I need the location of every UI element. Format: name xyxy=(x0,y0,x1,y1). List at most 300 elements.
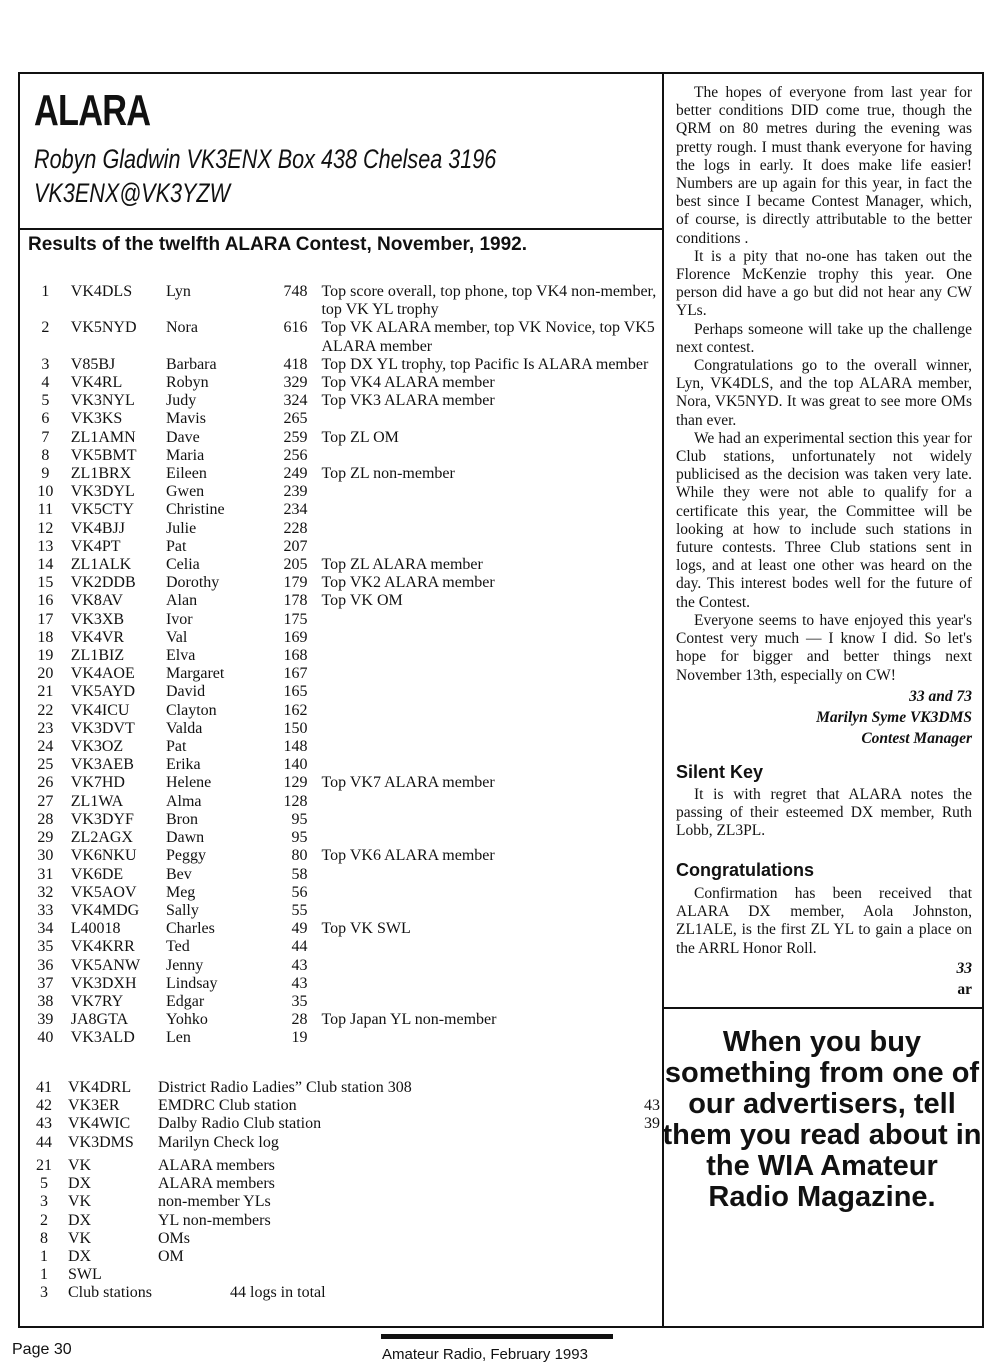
end-mark xyxy=(957,958,973,1000)
rank-cell: 2 xyxy=(41,319,50,337)
score-cell: 169 xyxy=(283,628,308,646)
report-paragraph: Congratulations go to the overall winner, Lyn, VK4DLS, and the top ALARA member, Nora, VK5NYD. It was great to see more OMs than ever. xyxy=(676,357,972,429)
table-row xyxy=(20,738,660,756)
rank-cell: 26 xyxy=(37,774,54,792)
rank-cell: 15 xyxy=(37,574,54,592)
group-cell: SWL xyxy=(68,1266,102,1284)
note-cell xyxy=(321,811,660,829)
callsign-cell: VK4DRL xyxy=(68,1079,132,1096)
note-cell: Top VK4 ALARA member xyxy=(321,374,495,392)
description-cell: District Radio Ladies” Club station 308 xyxy=(158,1079,412,1096)
name-cell: Nora xyxy=(165,319,198,337)
table-row xyxy=(20,1134,660,1152)
results-box xyxy=(18,228,664,1328)
callsign-cell: JA8GTA xyxy=(70,1011,129,1029)
count-cell: 2 xyxy=(40,1211,48,1229)
note-cell: Top VK ALARA member, top VK Novice, top VK5 ALARA member xyxy=(321,319,655,355)
silent-key-heading: Silent Key xyxy=(676,762,764,782)
score-cell: 207 xyxy=(283,537,308,555)
score-cell: 329 xyxy=(283,374,308,392)
score-cell: 167 xyxy=(283,665,308,683)
description-cell: Marilyn Check log xyxy=(158,1133,279,1151)
label-cell: ALARA members xyxy=(158,1157,275,1174)
callsign-cell: VK3ALD xyxy=(70,1029,135,1047)
callsign-cell: VK4MDG xyxy=(70,901,140,919)
callsign-cell: VK5CTY xyxy=(70,501,134,519)
name-cell: Dawn xyxy=(165,829,205,847)
score-cell: 43 xyxy=(291,974,308,992)
rank-cell: 32 xyxy=(37,883,54,901)
name-cell: Val xyxy=(165,628,188,646)
callsign-cell: VK6NKU xyxy=(70,847,137,865)
note-cell xyxy=(321,702,660,720)
name-cell: Erika xyxy=(165,756,201,774)
description-cell: Dalby Radio Club station xyxy=(158,1115,322,1133)
callsign-cell: L40018 xyxy=(70,920,121,938)
score-cell: 178 xyxy=(283,592,308,610)
callsign-cell: VK6DE xyxy=(70,865,124,883)
summary-row xyxy=(20,1284,660,1302)
note-cell xyxy=(321,938,660,956)
callsign-cell: ZL1AMN xyxy=(70,428,136,446)
table-row xyxy=(20,957,660,975)
table-row xyxy=(20,520,660,538)
name-cell: Clayton xyxy=(165,701,217,719)
rank-cell: 19 xyxy=(37,647,54,665)
callsign-cell: VK4PT xyxy=(70,537,121,555)
summary-row xyxy=(20,1266,660,1284)
contact-email: VK3ENX@VK3YZW xyxy=(34,178,230,208)
name-cell: Eileen xyxy=(165,465,207,483)
score-cell: 28 xyxy=(291,1011,308,1029)
table-row xyxy=(20,793,660,811)
rank-cell: 38 xyxy=(37,992,54,1010)
name-cell: Lindsay xyxy=(165,974,218,992)
report-paragraph: Perhaps someone will take up the challenge next contest. xyxy=(676,320,972,356)
name-cell: Pat xyxy=(165,537,187,555)
table-row xyxy=(20,392,660,410)
table-row xyxy=(20,774,660,792)
silent-key-text xyxy=(676,786,972,841)
table-row xyxy=(20,1029,660,1047)
note-cell xyxy=(321,538,660,556)
callsign-cell: VK7HD xyxy=(70,774,125,792)
rank-cell: 20 xyxy=(37,665,54,683)
rank-cell: 13 xyxy=(37,537,54,555)
callsign-cell: VK4VR xyxy=(70,628,125,646)
name-cell: Celia xyxy=(165,556,200,574)
report-paragraph: The hopes of everyone from last year for better conditions DID come true, though the QRM on 80 metres during the evening was pretty rough. I must thank everyone for having the logs in early. It does make life easier! Numbers are up again for this year, in fact the best since I became Contest Manager, which, of course, is directly attributable to the better conditions . xyxy=(676,84,972,247)
note-cell: Top Japan YL non-member xyxy=(321,1011,497,1029)
score-cell: 148 xyxy=(283,738,308,756)
rank-cell: 14 xyxy=(37,556,54,574)
note-cell xyxy=(321,665,660,683)
score-cell: 205 xyxy=(283,556,308,574)
name-cell: Alma xyxy=(165,792,202,810)
group-cell: VK xyxy=(68,1229,92,1247)
sign-line-2: Marilyn Syme VK3DMS xyxy=(816,709,972,726)
table-row xyxy=(20,429,660,447)
name-cell: Robyn xyxy=(165,374,209,392)
name-cell: Bron xyxy=(165,810,198,828)
table-row xyxy=(20,702,660,720)
note-cell: Top VK6 ALARA member xyxy=(321,847,495,865)
table-row xyxy=(20,665,660,683)
rank-cell: 39 xyxy=(37,1011,54,1029)
rank-cell: 7 xyxy=(41,428,50,446)
end-line-2: ar xyxy=(957,981,972,998)
summary-row xyxy=(20,1212,660,1230)
callsign-cell: VK3AEB xyxy=(70,756,134,774)
rank-cell: 4 xyxy=(41,374,50,392)
name-cell: Dave xyxy=(165,428,200,446)
score-cell: 39 xyxy=(644,1115,660,1133)
note-cell: Top DX YL trophy, top Pacific Is ALARA member xyxy=(321,355,649,373)
table-row xyxy=(20,356,660,374)
score-cell: 179 xyxy=(283,574,308,592)
score-cell xyxy=(620,1079,660,1097)
callsign-cell: VK4DLS xyxy=(70,283,133,300)
score-cell: 616 xyxy=(283,319,308,337)
callsign-cell: VK4BJJ xyxy=(70,519,125,537)
rank-cell: 6 xyxy=(41,410,50,428)
rank-cell: 42 xyxy=(36,1097,52,1115)
note-cell xyxy=(321,1029,660,1047)
note-cell xyxy=(321,756,660,774)
callsign-cell: VK5BMT xyxy=(70,446,137,464)
table-row xyxy=(20,319,660,355)
callsign-cell: VK4ICU xyxy=(70,701,130,719)
label-cell xyxy=(158,1266,660,1284)
rank-cell: 34 xyxy=(37,920,54,938)
callsign-cell: VK3DYF xyxy=(70,810,134,828)
score-cell: 129 xyxy=(283,774,308,792)
rank-cell: 28 xyxy=(37,810,54,828)
advertiser-box xyxy=(662,1007,984,1328)
table-row xyxy=(20,611,660,629)
rank-cell: 35 xyxy=(37,938,54,956)
name-cell: Meg xyxy=(165,883,196,901)
note-cell xyxy=(321,629,660,647)
table-row xyxy=(20,410,660,428)
name-cell: Christine xyxy=(165,501,225,519)
report-paragraph: It is a pity that no-one has taken out the Florence McKenzie trophy this year. One person did have a go but did not hear any CW YLs. xyxy=(676,247,972,320)
note-cell xyxy=(321,483,660,501)
congrats-paragraph: Confirmation has been received that ALARA DX member, Aola Johnston, ZL1ALE, is the first ZL YL to gain a place on the ARRL Honor Roll. xyxy=(676,885,972,957)
name-cell: Gwen xyxy=(165,483,205,501)
name-cell: Julie xyxy=(165,519,197,537)
table-row xyxy=(20,447,660,465)
score-cell: 324 xyxy=(283,392,308,410)
table-row xyxy=(20,811,660,829)
rank-cell: 40 xyxy=(37,1029,54,1047)
label-cell: OM xyxy=(158,1248,184,1266)
name-cell: Judy xyxy=(165,392,197,410)
name-cell: Barbara xyxy=(165,355,217,373)
callsign-cell: VK3NYL xyxy=(70,392,135,410)
callsign-cell: VK3KS xyxy=(70,410,123,428)
count-cell: 3 xyxy=(40,1284,48,1302)
table-row xyxy=(20,374,660,392)
count-cell: 8 xyxy=(40,1229,48,1247)
page-number: Page 30 xyxy=(12,1341,72,1358)
rank-cell: 1 xyxy=(41,283,50,300)
table-row xyxy=(20,647,660,665)
name-cell: Sally xyxy=(165,901,199,919)
callsign-cell: VK5ANW xyxy=(70,956,141,974)
score-cell: 418 xyxy=(283,355,308,373)
score-cell: 249 xyxy=(283,465,308,483)
score-cell: 35 xyxy=(291,992,308,1010)
summary-row xyxy=(20,1175,660,1193)
note-cell xyxy=(321,647,660,665)
score-cell: 175 xyxy=(283,610,308,628)
report-paragraph: We had an experimental section this year for Club stations, unfortunately not widely publicised as the decision was taken very late. While they were not able to qualify for a certificate this year, the Committee will be looking at how to include such stations in future contests. Three Club stations sent in logs, and at least one other was heard on the day. This interest bodes well for the future of the Contest. xyxy=(676,429,972,611)
callsign-cell: VK4KRR xyxy=(70,938,135,956)
label-cell: 44 logs in total xyxy=(230,1284,326,1302)
signature-block xyxy=(816,686,972,749)
rank-cell: 23 xyxy=(37,719,54,737)
note-cell xyxy=(321,611,660,629)
summary-row xyxy=(20,1157,660,1175)
report-paragraph: Everyone seems to have enjoyed this year's Contest very much — I know I did. So let's hope for bigger and better things next November 13th, especially on CW! xyxy=(676,611,972,684)
callsign-cell: VK4AOE xyxy=(70,665,135,683)
summary-table xyxy=(20,1157,660,1303)
callsign-cell: VK7RY xyxy=(70,992,124,1010)
rank-cell: 37 xyxy=(37,974,54,992)
rank-cell: 36 xyxy=(37,956,54,974)
score-cell: 140 xyxy=(283,756,308,774)
score-cell: 49 xyxy=(291,920,308,938)
note-cell: Top VK SWL xyxy=(321,920,411,938)
callsign-cell: VK8AV xyxy=(70,592,123,610)
callsign-cell: VK3DXH xyxy=(70,974,137,992)
table-row xyxy=(20,975,660,993)
page-title: ALARA xyxy=(34,86,151,135)
group-cell: VK xyxy=(68,1193,92,1211)
name-cell: Mavis xyxy=(165,410,206,428)
group-cell: Club stations xyxy=(68,1284,153,1302)
table-row xyxy=(20,556,660,574)
rank-cell: 30 xyxy=(37,847,54,865)
table-row xyxy=(20,1097,660,1115)
end-line-1: 33 xyxy=(956,960,972,977)
rank-cell: 44 xyxy=(36,1133,52,1151)
name-cell: Maria xyxy=(165,446,205,464)
name-cell: Edgar xyxy=(165,992,205,1010)
note-cell xyxy=(321,957,660,975)
rank-cell: 25 xyxy=(37,756,54,774)
results-table xyxy=(20,283,660,1048)
footer-rule xyxy=(381,1334,613,1339)
callsign-cell: VK3DYL xyxy=(70,483,135,501)
score-cell: 168 xyxy=(283,647,308,665)
table-row xyxy=(20,902,660,920)
callsign-cell: VK3ER xyxy=(68,1097,120,1115)
sign-line-1: 33 and 73 xyxy=(909,688,972,705)
callsign-cell: VK4WIC xyxy=(68,1115,131,1133)
callsign-cell: V85BJ xyxy=(70,355,116,373)
note-cell xyxy=(321,520,660,538)
count-cell: 1 xyxy=(40,1266,48,1284)
group-cell: DX xyxy=(68,1175,92,1193)
rank-cell: 8 xyxy=(41,446,50,464)
note-cell xyxy=(321,884,660,902)
note-cell xyxy=(321,793,660,811)
rank-cell: 43 xyxy=(36,1115,52,1133)
table-row xyxy=(20,1115,660,1133)
name-cell: Pat xyxy=(165,738,187,756)
callsign-cell: VK2DDB xyxy=(70,574,136,592)
congrats-text xyxy=(676,885,972,958)
note-cell xyxy=(321,447,660,465)
note-cell xyxy=(321,902,660,920)
group-cell: DX xyxy=(68,1211,92,1229)
name-cell: Lyn xyxy=(165,283,191,300)
table-row xyxy=(20,1011,660,1029)
header-box xyxy=(18,72,664,229)
rank-cell: 18 xyxy=(37,628,54,646)
score-cell: 80 xyxy=(291,847,308,865)
group-cell: VK xyxy=(68,1157,92,1174)
callsign-cell: ZL2AGX xyxy=(70,829,133,847)
club-table xyxy=(20,1079,660,1152)
name-cell: Ivor xyxy=(165,610,193,628)
name-cell: Peggy xyxy=(165,847,206,865)
name-cell: Margaret xyxy=(165,665,225,683)
note-cell: Top VK7 ALARA member xyxy=(321,774,495,792)
contact-line: Robyn Gladwin VK3ENX Box 438 Chelsea 3196 xyxy=(34,144,497,174)
note-cell xyxy=(321,683,660,701)
sign-line-3: Contest Manager xyxy=(861,730,972,747)
name-cell: Jenny xyxy=(165,956,204,974)
table-row xyxy=(20,283,660,319)
callsign-cell: VK5AOV xyxy=(70,883,137,901)
note-cell xyxy=(321,738,660,756)
rank-cell: 10 xyxy=(37,483,54,501)
count-cell: 3 xyxy=(40,1193,48,1211)
label-cell: ALARA members xyxy=(158,1175,275,1193)
count-cell: 21 xyxy=(36,1157,52,1174)
score-cell: 228 xyxy=(283,519,308,537)
table-row xyxy=(20,483,660,501)
table-row xyxy=(20,538,660,556)
table-row xyxy=(20,920,660,938)
table-row xyxy=(20,884,660,902)
rank-cell: 31 xyxy=(37,865,54,883)
score-cell: 43 xyxy=(291,956,308,974)
callsign-cell: ZL1BIZ xyxy=(70,647,125,665)
label-cell: OMs xyxy=(158,1229,191,1247)
rank-cell: 17 xyxy=(37,610,54,628)
table-row xyxy=(20,847,660,865)
rank-cell: 29 xyxy=(37,829,54,847)
rank-cell: 33 xyxy=(37,901,54,919)
congrats-heading: Congratulations xyxy=(676,860,814,880)
note-cell: Top ZL OM xyxy=(321,428,399,446)
name-cell: Valda xyxy=(165,719,203,737)
rank-cell: 22 xyxy=(37,701,54,719)
score-cell: 256 xyxy=(283,446,308,464)
callsign-cell: VK5NYD xyxy=(70,319,137,337)
rank-cell: 9 xyxy=(41,465,50,483)
score-cell: 58 xyxy=(291,865,308,883)
description-cell: EMDRC Club station xyxy=(158,1097,297,1115)
note-cell: Top VK2 ALARA member xyxy=(321,574,495,592)
rank-cell: 21 xyxy=(37,683,54,701)
rank-cell: 27 xyxy=(37,792,54,810)
rank-cell: 41 xyxy=(36,1079,52,1096)
summary-row xyxy=(20,1193,660,1211)
score-cell: 239 xyxy=(283,483,308,501)
callsign-cell: ZL1ALK xyxy=(70,556,132,574)
name-cell: Elva xyxy=(165,647,196,665)
score-cell: 259 xyxy=(283,428,308,446)
score-cell: 95 xyxy=(291,829,308,847)
score-cell: 95 xyxy=(291,810,308,828)
table-row xyxy=(20,866,660,884)
table-row xyxy=(20,574,660,592)
score-cell: 43 xyxy=(644,1097,660,1115)
callsign-cell: VK5AYD xyxy=(70,683,136,701)
rank-cell: 24 xyxy=(37,738,54,756)
results-title: Results of the twelfth ALARA Contest, November, 1992. xyxy=(28,234,528,255)
contest-report xyxy=(676,84,972,685)
callsign-cell: ZL1BRX xyxy=(70,465,132,483)
score-cell: 748 xyxy=(283,283,308,300)
note-cell xyxy=(321,975,660,993)
score-cell: 265 xyxy=(283,410,308,428)
rank-cell: 11 xyxy=(37,501,54,519)
score-cell: 165 xyxy=(283,683,308,701)
table-row xyxy=(20,1079,660,1097)
label-cell: YL non-members xyxy=(158,1211,271,1229)
note-cell: Top VK OM xyxy=(321,592,403,610)
callsign-cell: ZL1WA xyxy=(70,792,124,810)
score-cell xyxy=(620,1134,660,1152)
score-cell: 44 xyxy=(291,938,308,956)
score-cell: 55 xyxy=(291,901,308,919)
name-cell: Helene xyxy=(165,774,212,792)
count-cell: 1 xyxy=(40,1248,48,1266)
note-cell xyxy=(321,866,660,884)
callsign-cell: VK3XB xyxy=(70,610,125,628)
note-cell: Top ZL non-member xyxy=(321,465,455,483)
table-row xyxy=(20,720,660,738)
score-cell: 162 xyxy=(283,701,308,719)
name-cell: Dorothy xyxy=(165,574,220,592)
table-row xyxy=(20,592,660,610)
note-cell xyxy=(321,410,660,428)
table-row xyxy=(20,683,660,701)
score-cell: 56 xyxy=(291,883,308,901)
rank-cell: 3 xyxy=(41,355,50,373)
advertiser-message: When you buy something from one of our advertisers, tell them you read about in the WIA Amateur Radio Magazine. xyxy=(662,1026,982,1213)
group-cell: DX xyxy=(68,1248,92,1266)
silent-key-paragraph: It is with regret that ALARA notes the passing of their esteemed DX member, Ruth Lobb, ZL3PL. xyxy=(676,786,972,840)
name-cell: Bev xyxy=(165,865,192,883)
table-row xyxy=(20,829,660,847)
callsign-cell: VK3OZ xyxy=(70,738,124,756)
table-row xyxy=(20,756,660,774)
summary-row xyxy=(20,1248,660,1266)
table-row xyxy=(20,465,660,483)
label-cell: non-member YLs xyxy=(158,1193,271,1211)
callsign-cell: VK3DMS xyxy=(68,1133,134,1151)
note-cell xyxy=(321,720,660,738)
table-row xyxy=(20,938,660,956)
table-row xyxy=(20,993,660,1011)
